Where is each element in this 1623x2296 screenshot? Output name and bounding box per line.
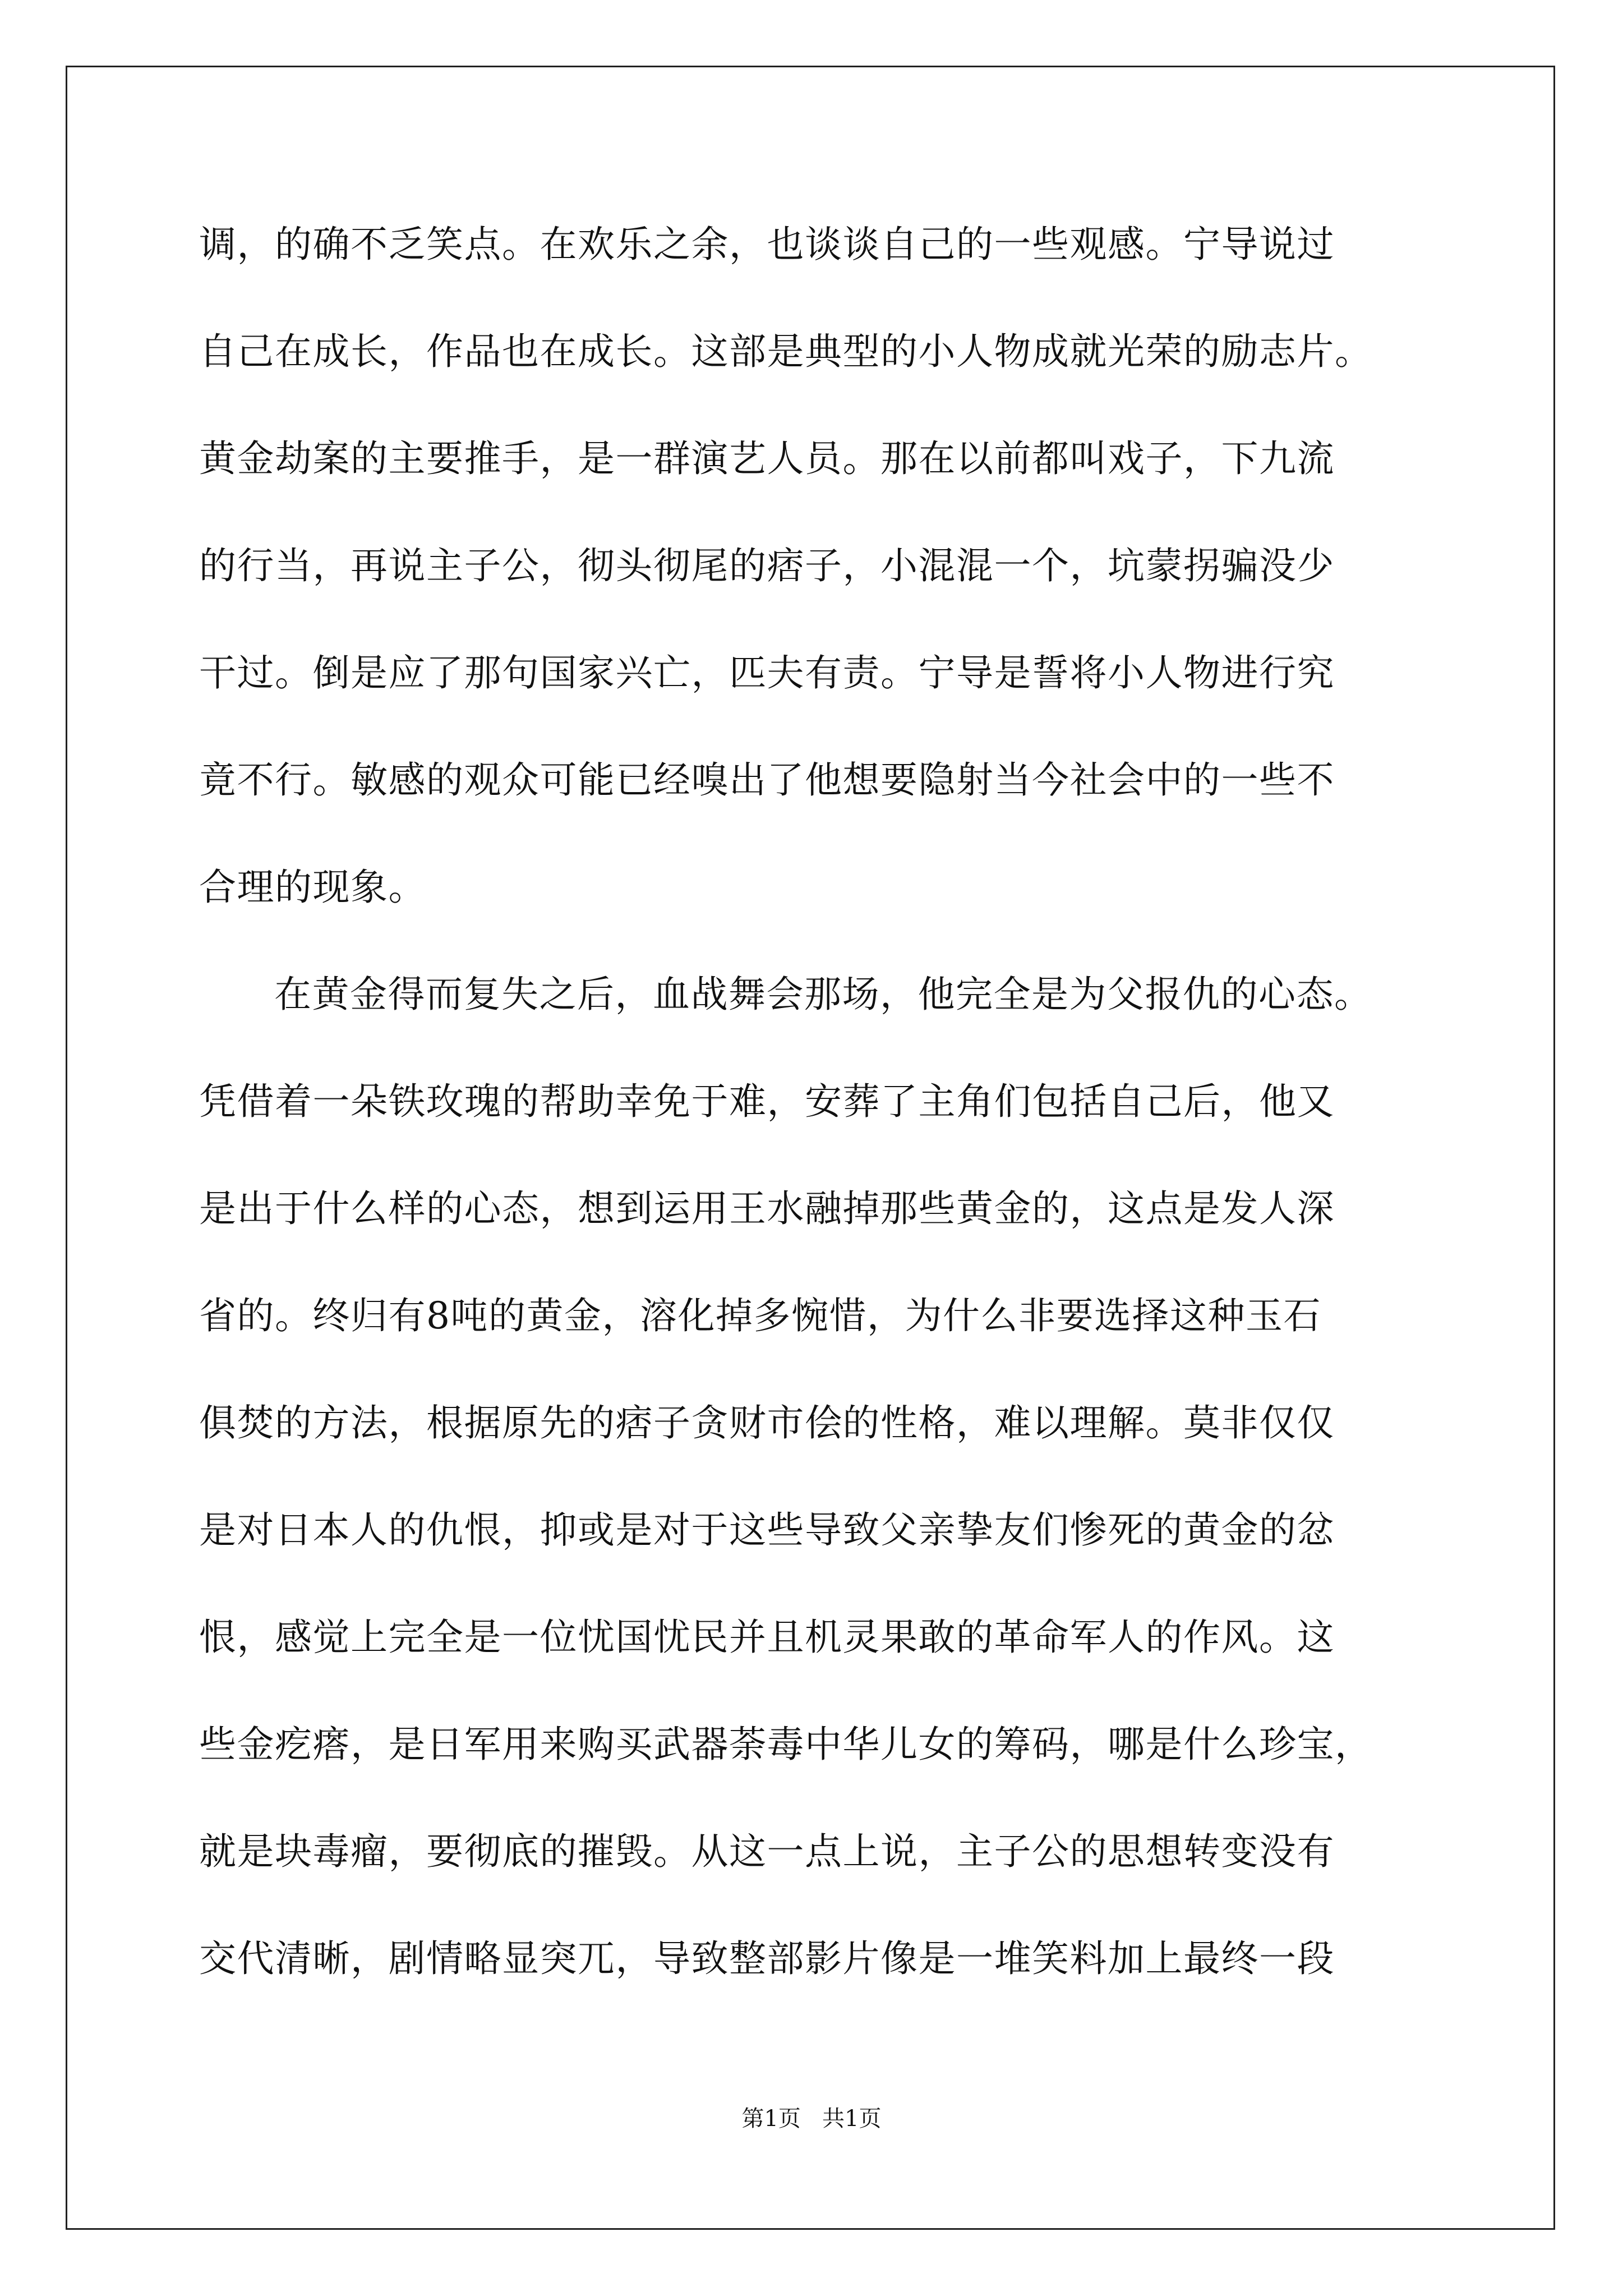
- body-line-12: 俱焚的方法，根据原先的痞子贪财市侩的性格，难以理解。莫非仅仅: [199, 1401, 1335, 1444]
- body-line-7: 合理的现象。: [199, 866, 426, 909]
- body-line-16: 就是块毒瘤，要彻底的摧毁。从这一点上说，主子公的思想转变没有: [199, 1830, 1335, 1873]
- page-border: [66, 66, 1555, 2230]
- body-line-11: 省的。终归有8吨的黄金，溶化掉多惋惜，为什么非要选择这种玉石: [199, 1294, 1321, 1337]
- body-line-5: 干过。倒是应了那句国家兴亡，匹夫有责。宁导是誓将小人物进行究: [199, 651, 1335, 694]
- paragraph-2-first-line: 在黄金得而复失之后，血战舞会那场，他完全是为父报仇的心态。: [274, 973, 1372, 1016]
- body-line-1: 调，的确不乏笑点。在欢乐之余，也谈谈自己的一些观感。宁导说过: [199, 223, 1335, 266]
- body-line-13: 是对日本人的仇恨，抑或是对于这些导致父亲挚友们惨死的黄金的忿: [199, 1508, 1335, 1552]
- body-line-2: 自己在成长，作品也在成长。这部是典型的小人物成就光荣的励志片。: [199, 330, 1373, 373]
- body-line-14: 恨，感觉上完全是一位忧国忧民并且机灵果敢的革命军人的作风。这: [199, 1616, 1335, 1659]
- body-line-10: 是出于什么样的心态，想到运用王水融掉那些黄金的，这点是发人深: [199, 1187, 1335, 1230]
- body-line-9: 凭借着一朵铁玫瑰的帮助幸免于难，安葬了主角们包括自己后，他又: [199, 1080, 1335, 1123]
- body-line-3: 黄金劫案的主要推手，是一群演艺人员。那在以前都叫戏子，下九流: [199, 437, 1335, 480]
- body-line-17: 交代清晰，剧情略显突兀，导致整部影片像是一堆笑料加上最终一段: [199, 1937, 1335, 1980]
- body-line-4: 的行当，再说主子公，彻头彻尾的痞子，小混混一个，坑蒙拐骗没少: [199, 544, 1335, 587]
- page-footer: 第1页 共1页: [741, 2106, 882, 2132]
- body-line-6: 竟不行。敏感的观众可能已经嗅出了他想要隐射当今社会中的一些不: [199, 758, 1335, 802]
- body-line-15: 些金疙瘩，是日军用来购买武器荼毒中华儿女的筹码，哪是什么珍宝，: [199, 1723, 1373, 1766]
